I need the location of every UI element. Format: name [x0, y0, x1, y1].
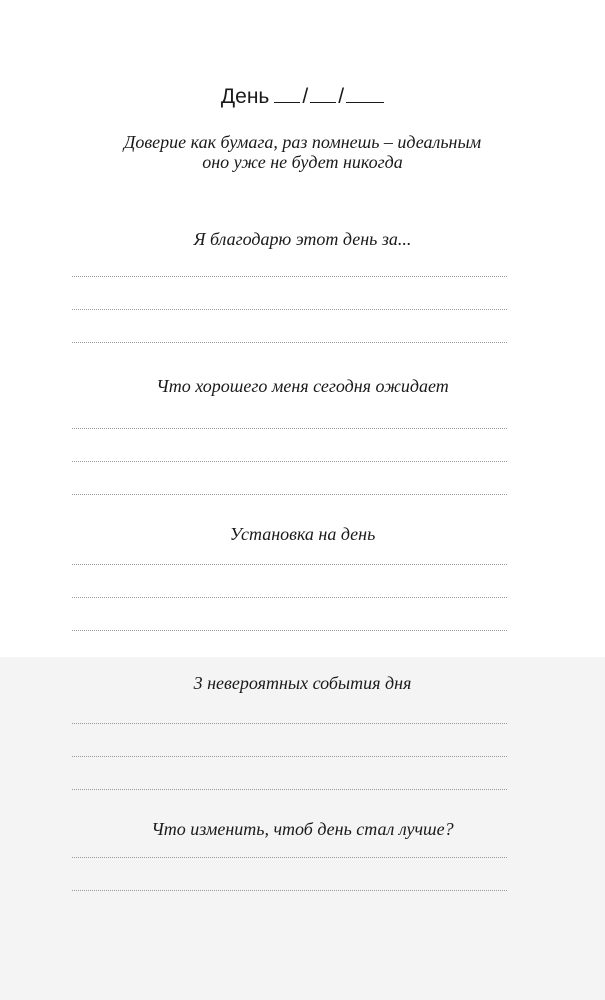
quote-line: Доверие как бумага, раз помнешь – идеальным [123, 132, 482, 152]
date-separator: / [338, 85, 345, 108]
section-title-expectations: Что хорошего меня сегодня ожидает [156, 376, 449, 396]
daily-quote [60, 132, 545, 172]
writing-line[interactable] [72, 428, 507, 429]
writing-line[interactable] [72, 494, 507, 495]
quote-line: оно уже не будет никогда [202, 152, 403, 172]
writing-line[interactable] [72, 597, 507, 598]
writing-line[interactable] [72, 276, 507, 277]
writing-line[interactable] [72, 342, 507, 343]
date-header [0, 82, 605, 112]
writing-line[interactable] [72, 756, 507, 757]
date-year-blank[interactable] [346, 84, 384, 103]
writing-line[interactable] [72, 890, 507, 891]
writing-line[interactable] [72, 309, 507, 310]
writing-line[interactable] [72, 630, 507, 631]
section-title-improvements: Что изменить, чтоб день стал лучше? [151, 819, 454, 839]
date-separator: / [302, 85, 309, 108]
section-title-daily-intention: Установка на день [229, 524, 376, 544]
date-day-blank[interactable] [274, 84, 300, 103]
writing-line[interactable] [72, 723, 507, 724]
section-title-gratitude: Я благодарю этот день за... [193, 229, 412, 249]
writing-line[interactable] [72, 789, 507, 790]
writing-line[interactable] [72, 461, 507, 462]
writing-line[interactable] [72, 857, 507, 858]
date-label: День [220, 85, 270, 108]
date-month-blank[interactable] [310, 84, 336, 103]
section-title-amazing-events: 3 невероятных события дня [193, 673, 412, 693]
writing-line[interactable] [72, 564, 507, 565]
